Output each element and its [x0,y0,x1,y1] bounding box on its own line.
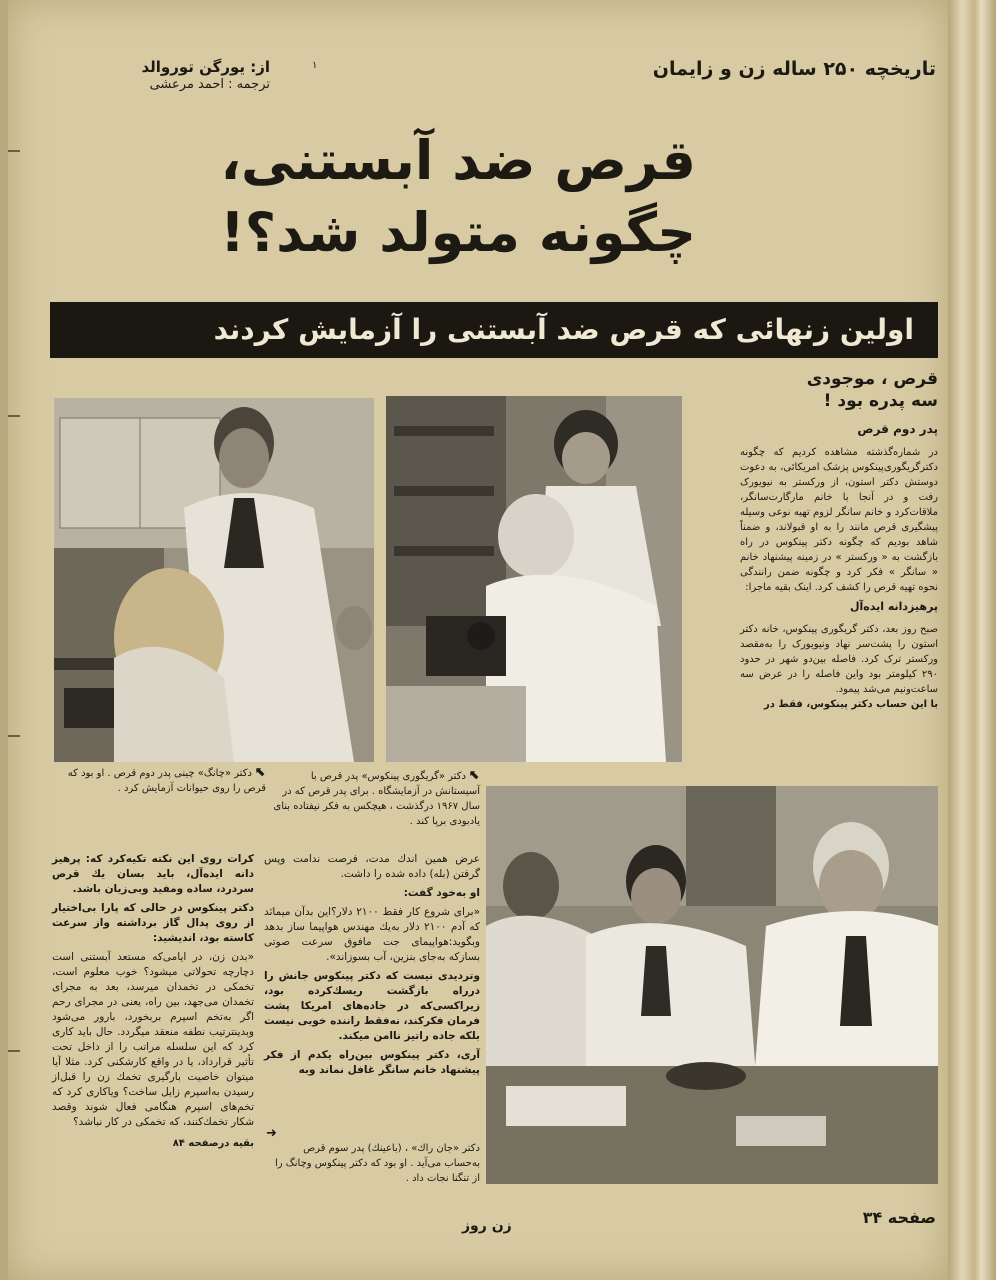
headline-line-1: قرص ضد آبستنی، [220,129,696,192]
caption-photo-rock: ➜ دکتر «جان راك» ، (باعینك) پدر سوم قرص به‌حساب می‌آید . او بود که دکتر پینکوس وچانگ را از تنگنا نجات داد . [266,1126,480,1184]
binding-mark [8,735,20,737]
right-column [740,368,938,712]
headline [216,125,696,269]
continued-note: بقیه درصفحه ۸۴ [172,1138,254,1149]
folio-mark: ۱ [312,60,318,71]
binding-mark [8,1050,20,1052]
body-paragraph: کرات روی این نکته تکیه‌کرد که: پرهیز دانه ایده‌آل، باید بسان یك قرص سرد‌رد، ساده ومفید وبی‌زیان باشد. [52,853,254,895]
body-paragraph: با این حساب دکتر پینکوس، فقط در [764,699,938,710]
body-paragraph: دکتر پینکوس در حالی که پارا بی‌اختیار از روی پدال گاز برداشته واز سرعت کاسته بود، اندیشید: [52,902,254,944]
body-paragraph: وتردیدی نیست که دکتر پینکوس جانش را درراه بازگشت ریسك‌کرده بود، زیراکسی‌که در جاده‌های امریکا پشت فرمان فکرکند، نه‌فقط راننده خوبی نیست بلکه جاده راتیز ناامن میکند. [264,970,480,1042]
body-paragraph: در شماره‌گذشته مشاهده کردیم که چگونه دکترگریگوری‌پینکوس پزشک امریکائی، به دعوت دوستش دکتر استون، از ورکستر به نیویورک رفت و در آنجا با خانم مارگارت‌سانگر، ملاقات‌کرد و خانم سانگر لزوم تهیه نوعی وسیله پیشگیری قرص مانند را به او قبولاند، و ضمناً شاهد بودیم که چگونه دکتر پینکوس در راه بازگشت به « ورکستر » در زمینه پیشنهاد خانم « سانگر » فکر کرد و چگونه ضمن رانندگی نحوه تهیه قرص را کشف کرد. اینک بقیه ماجرا: [740,447,938,593]
arrow-up-icon: ⬉ [255,765,266,780]
page-stack-edge [948,0,996,1280]
section-heading: پدر دوم قرص [857,422,938,436]
magazine-logo: زن روز [462,1218,512,1234]
body-paragraph: «برای شروع کار فقط ۲۱۰۰ دلار؟این بدآن میمانَد که آدم ۲۱۰۰ دلار به‌یك مهندس هواپیما ساز بدهد وبگوید:هواپیمای جت مافوق سرعت صوتی بسازکه به‌جای بنزین، آب بسوزاند». [264,906,481,963]
caption-photo-pincus: ⬉ دکتر «گریگوری پینکوس» پدر قرص با آسیستانش در آزمایشگاه . برای پدر قرص که در سال ۱۹۶۷ درگذشت ، هیچکس به فکر نیفتاده بنای یادبودی برپا کند . [273,768,480,827]
binding-mark [8,415,20,417]
series-title: تاریخچه ۲۵۰ ساله زن و زایمان [652,58,936,80]
body-paragraph: «بدن زن، در ایامی‌که مستعد آبستنی است دچار‌چه تحولاتی میشود؟ خوب معلوم است، تخمکی در تخمدان میرسد، بعد به مجرای تخمدان می‌جهد، بین راه، یعنی در مجرای رحم اگر به‌تخم اسپرم بربخورد، بارور می‌شود وبدینترتیب نطفه منعقد میگردد. حال باید کاری کرد که این سلسله مراتب را از داخل تحت تأثیر قرارداد، یا در واقع کارشکنی کرد. مثلا آیا میتوان خاصیت بارگیری تخمك زن را قبل‌از رسیدن به‌اسپرم زایل ساخت؟ ویاکاری کرد که تخم‌های اسپرم هنگامی فعال شوند وقصد شکار تخمك‌کنند، که تخمکی در کار نباشد؟ [52,951,254,1128]
body-paragraph: او به‌خود گفت: [403,887,480,899]
subtitle-banner: اولین زنهائی که قرص ضد آبستنی را آزمایش کردند [50,302,938,358]
subsection-heading: پرهیزدانه ایده‌آل [849,600,938,613]
author-credit: از: یورگن توروالد [141,58,270,76]
left-column [52,852,254,1151]
middle-column [264,852,480,1082]
caption-photo-chang: ⬉ دکتر «چانگ» چینی پدر دوم قرص . او بود که قرص را روی حیوانات آزمایش کرد . [67,765,266,794]
body-paragraph: عرض همین اندك مدت، فرصت ندامت وپس گرفتن (بله) داده شده را داشت. [264,853,480,880]
translator-credit: ترجمه : احمد مرعشی [149,77,270,92]
binding-mark [8,150,20,152]
body-paragraph: آری، دکتر پینکوس بین‌راه یکدم از فکر پیشنهاد خانم سانگر غافل نماند وبه [264,1049,480,1076]
photo-dr-chang [54,398,374,762]
arrow-up-icon: ⬉ [469,768,480,783]
headline-line-2: چگونه متولد شد؟! [220,201,696,264]
body-paragraph: صبح روز بعد، دکتر گریگوری پینکوس، خانه دکتر استون را پشت‌سر نهاد ونیویورک را به‌مقصد ورکستر ترک کرد. فاصله بین‌دو شهر در حدود ۲۹۰ کیلومتر بود واین فاصله را در عرض سه ساعت‌ونیم می‌شد پیمود. [740,624,938,695]
photo-dr-pincus [386,396,682,762]
photo-dr-john-rock [486,786,938,1184]
byline [70,58,270,94]
arrow-right-icon: ➜ [266,1126,277,1141]
section-subtitle: قرص ، موجودی سه پدره بود ! [806,369,938,411]
page-number: صفحه ۳۴ [862,1208,936,1227]
